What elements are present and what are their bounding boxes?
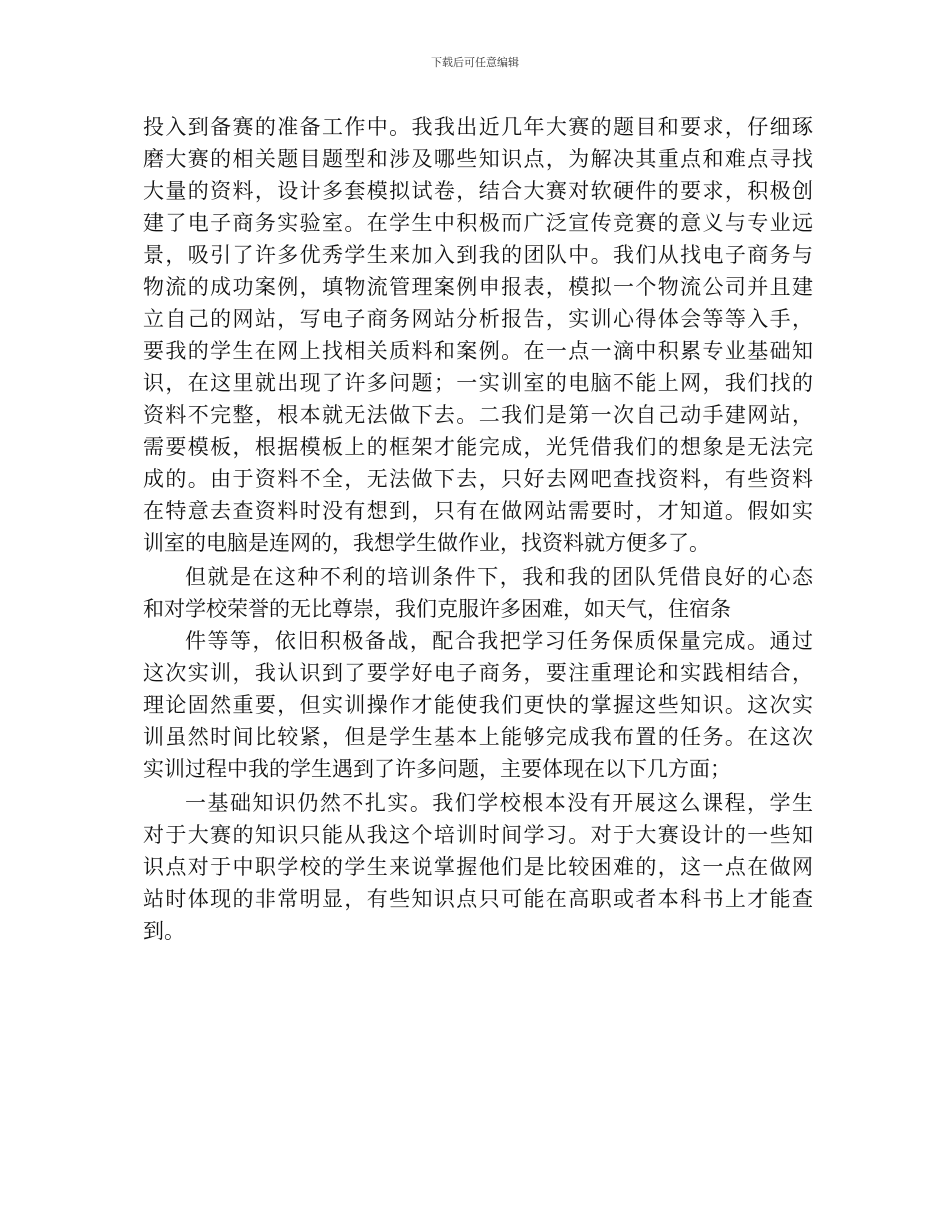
text-line: 资料不完整，根本就无法做下去。二我们是第一次自己动手建网站，: [143, 403, 813, 427]
text-line: 实训过程中我的学生遇到了许多问题，主要体现在以下几方面；: [143, 757, 731, 781]
text-line: 和对学校荣誉的无比尊崇，我们克服许多困难，如天气，住宿条: [143, 597, 731, 621]
text-line: 但就是在这种不利的培训条件下，我和我的团队凭借良好的心态: [185, 565, 813, 589]
text-line: 到。: [143, 919, 185, 943]
text-line: 立自己的网站，写电子商务网站分析报告，实训心得体会等等入手，: [143, 307, 813, 331]
text-line: 识，在这里就出现了许多问题；一实训室的电脑不能上网，我们找的: [143, 371, 813, 395]
text-line: 要我的学生在网上找相关质料和案例。在一点一滴中积累专业基础知: [143, 339, 813, 363]
text-line: 磨大赛的相关题目题型和涉及哪些知识点，为解决其重点和难点寻找: [143, 147, 813, 171]
page-header: 下载后可任意编辑: [431, 56, 519, 69]
text-line: 在特意去查资料时没有想到，只有在做网站需要时，才知道。假如实: [143, 499, 813, 523]
text-line: 训室的电脑是连网的，我想学生做作业，找资料就方便多了。: [143, 531, 710, 555]
text-line: 站时体现的非常明显，有些知识点只可能在高职或者本科书上才能查: [143, 887, 813, 911]
text-line: 件等等，依旧积极备战，配合我把学习任务保质保量完成。通过: [185, 629, 813, 653]
text-line: 这次实训，我认识到了要学好电子商务，要注重理论和实践相结合，: [143, 661, 813, 685]
text-line: 投入到备赛的准备工作中。我我出近几年大赛的题目和要求，仔细琢: [143, 115, 813, 139]
text-line: 物流的成功案例，填物流管理案例申报表，模拟一个物流公司并且建: [143, 275, 813, 299]
text-line: 需要模板，根据模板上的框架才能完成，光凭借我们的想象是无法完: [143, 435, 813, 459]
text-line: 对于大赛的知识只能从我这个培训时间学习。对于大赛设计的一些知: [143, 823, 813, 847]
text-line: 识点对于中职学校的学生来说掌握他们是比较困难的，这一点在做网: [143, 855, 813, 879]
text-line: 大量的资料，设计多套模拟试卷，结合大赛对软硬件的要求，积极创: [143, 179, 813, 203]
text-line: 景，吸引了许多优秀学生来加入到我的团队中。我们从找电子商务与: [143, 243, 813, 267]
text-line: 理论固然重要，但实训操作才能使我们更快的掌握这些知识。这次实: [143, 693, 813, 717]
text-line: 建了电子商务实验室。在学生中积极而广泛宣传竞赛的意义与专业远: [143, 211, 813, 235]
text-line: 训虽然时间比较紧，但是学生基本上能够完成我布置的任务。在这次: [143, 725, 813, 749]
text-line: 一基础知识仍然不扎实。我们学校根本没有开展这么课程，学生: [185, 791, 813, 815]
text-line: 成的。由于资料不全，无法做下去，只好去网吧查找资料，有些资料: [143, 467, 813, 491]
